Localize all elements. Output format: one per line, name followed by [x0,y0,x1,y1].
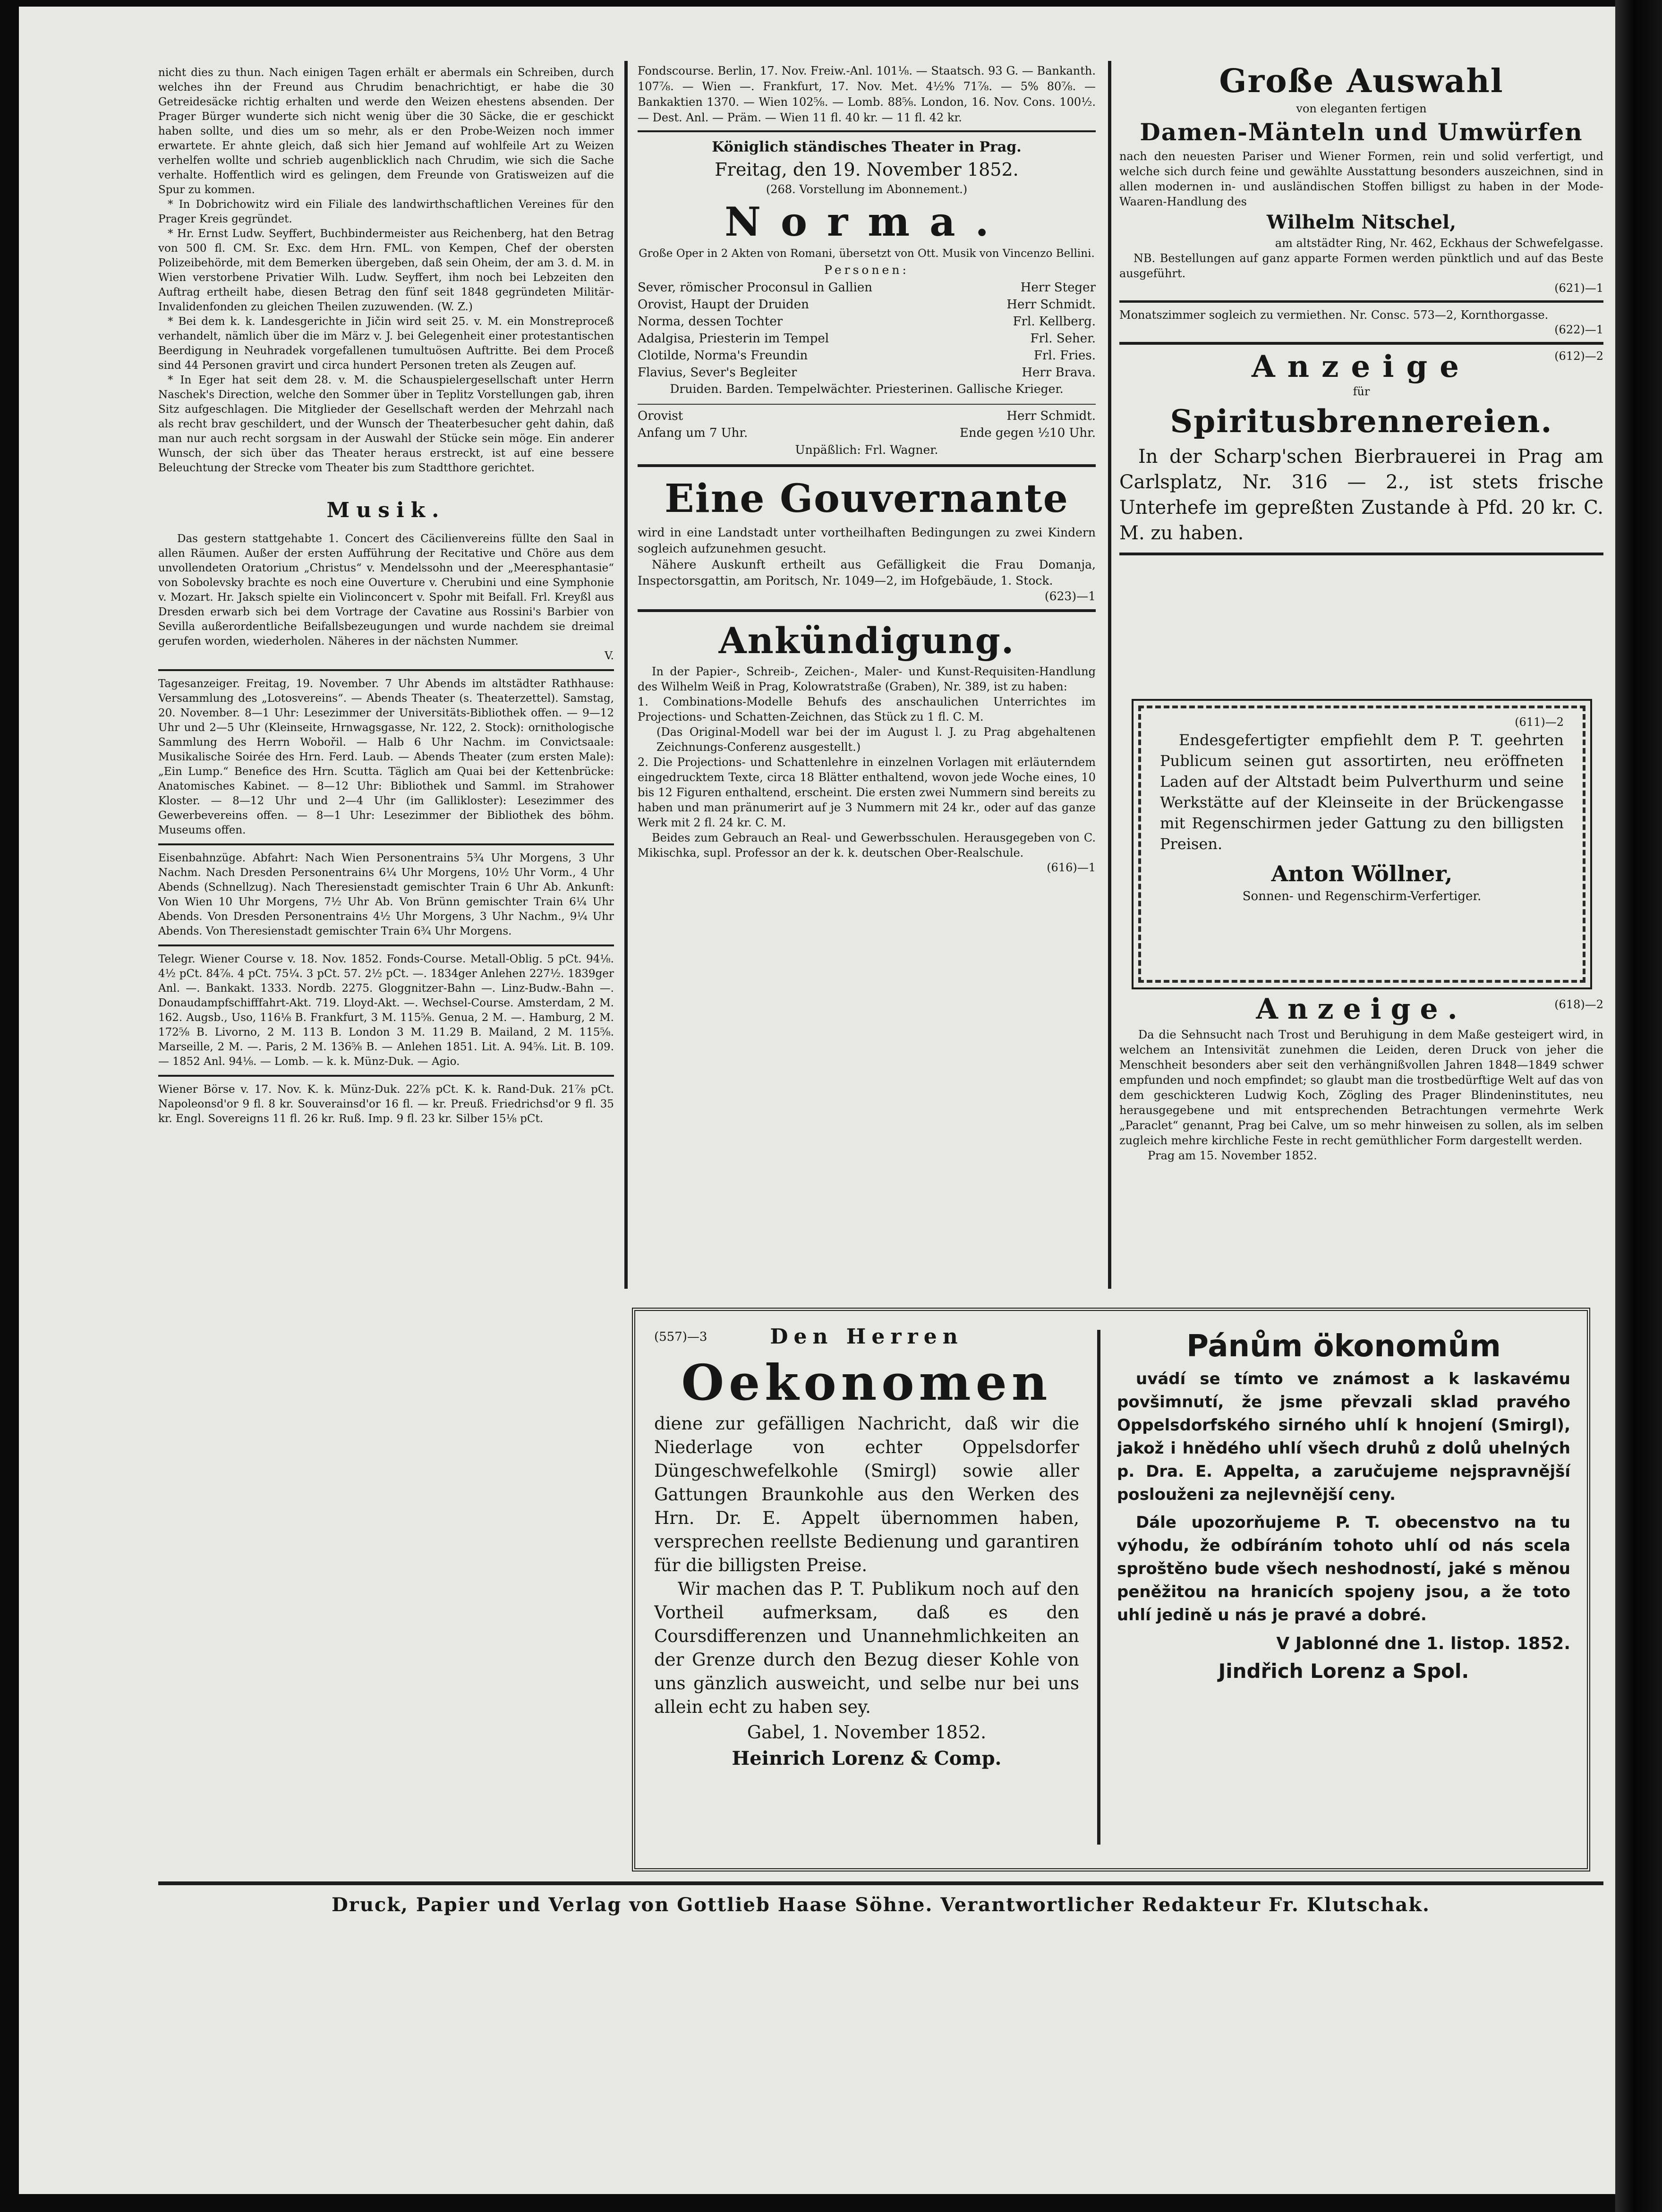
oekonomen-text-2: Wir machen das P. T. Publikum noch auf den Vortheil aufmerksam, daß es den Coursdifferenzen und Unannehmlichkeiten an der Grenze durch den Bezug dieser Kohle von uns gänzlich ausweicht, und selbe nur bei uns allein echt zu haben sey. [654,1579,1079,1717]
oekonomen-german [654,1320,1079,1854]
ankuendigung-title: Ankündigung. [718,620,1015,662]
cast-row: Flavius, Sever's Begleiter Herr Brava. [638,366,1096,380]
ad-number: (611)—2 [1515,715,1564,729]
cast-row: Sever, römischer Proconsul in Gallien Herr Steger [638,281,1096,295]
cast-row: Clotilde, Norma's Freundin Frl. Fries. [638,349,1096,363]
woellner-text: Endesgefertigter empfiehlt dem P. T. geehrten Publicum seinen gut assortirten, neu eröffneten Laden auf der Altstadt beim Pulverthurm und seine Werkstätte auf der Kleinseite in der Brückengasse mit Regenschirmen jeder Gattung zu den billigsten Preisen. [1160,731,1564,853]
fondscourse: Fondscourse. Berlin, 17. Nov. Freiw.-Anl. 101⅛. — Staatsch. 93 G. — Bankanth. 107⅞. — Wien —. Frankfurt, 17. Nov. Met. 4½% 71⅞. — 5% 80⅞. — Bankaktien 1370. — Wien 102⅝. — Lomb. 88⅝. London, 16. Nov. Cons. 100½. — Dest. Anl. — Präm. — Wien 11 fl. 40 kr. — 11 fl. 42 kr. [638,64,1096,124]
oekonomen-ad-box [632,1308,1590,1872]
oekonomen-head: Den Herren [770,1325,963,1349]
cast-row: Orovist Herr Schmidt. [638,404,1096,425]
anzeige-1-big: Spiritusbrennereien. [1170,403,1553,440]
section-rule [1119,300,1603,303]
woellner-subtitle: Sonnen- und Regenschirm-Verfertiger. [1242,889,1482,903]
tagesanzeiger: Tagesanzeiger. Freitag, 19. November. 7 Uhr Abends im altstädter Rathhause: Versammlung des „Lotosvereins“. — Abends Theater (s. Theaterzettel). Samstag, 20. November. 8—1 Uhr: Lesezimmer der Universitäts-Bibliothek offen. — 9—12 Uhr und 2—5 Uhr (Kleinseite, Hrnwagsgasse, Nr. 122, 2. Stock): ornithologische Sammlung des Herrn Wobořil. — Halb 6 Uhr Nachm. im Convictsaale: Musikalische Soirée des Hrn. Ferd. Laub. — Abends Theater (zum ersten Male): „Ein Lump.“ Benefice des Hrn. Scutta. Täglich am Quai bei der Kettenbrücke: Anatomisches Kabinet. — 8—12 Uhr: Bibliothek und Samml. im Strahower Kloster. — 8—12 Uhr und 2—4 Uhr (im Gallikloster): Lesezimmer des Gewerbevereins offen. — 8—1 Uhr: Lesezimmer der Bibliothek des böhm. Museums offen. [158,678,614,836]
column-rule [1108,61,1111,1289]
section-rule [158,944,614,946]
oekonomen-czech [1117,1325,1570,1854]
section-rule [158,669,614,671]
anzeige-2-date: Prag am 15. November 1852. [1148,1149,1317,1162]
opera-title: Norma. [724,198,1009,245]
gouvernante-text-2: Nähere Auskunft ertheilt aus Gefälligkeit die Frau Domanja, Inspectorsgattin, am Poritsch, Nr. 1049—2, im Hofgebäude, 1. Stock. [638,558,1096,587]
gouvernante-text: wird in eine Landstadt unter vortheilhaften Bedingungen zu zwei Kindern sogleich aufzunehmen gesucht. [638,526,1096,555]
auswahl-big: Damen-Mänteln und Umwürfen [1140,118,1583,146]
news-item: * Bei dem k. k. Landesgerichte in Jičin wird seit 25. v. M. ein Monstreproceß verhandelt, nämlich über die im März v. J. bei Gelegenheit einer protestantischen Beerdigung in Neuhradek vorgefallenen tumultuösen Auftritte. Bei dem Proceß sind 44 Personen gravirt und circa hundert Personen treten als Zeugen auf. [158,315,614,372]
woellner-name: Anton Wöllner, [1271,861,1453,886]
section-rule [638,609,1096,612]
ad-number: (557)—3 [654,1330,707,1344]
auswahl-subtitle: von eleganten fertigen [1296,102,1427,115]
oekonomen-date: Gabel, 1. November 1852. [747,1722,987,1743]
scan-edge [1615,0,1662,2212]
section-rule [1119,553,1603,555]
section-rule [158,843,614,845]
monatszimmer: Monatszimmer sogleich zu vermiethen. Nr. Consc. 573—2, Kornthorgasse. [1119,308,1549,322]
ad-number: (621)—1 [1554,281,1603,295]
section-rule [1119,342,1603,345]
oekonomen-firm: Heinrich Lorenz & Comp. [732,1747,1002,1770]
anzeige-2 [1119,991,1603,1303]
musik-text: Das gestern stattgehabte 1. Concert des Cäcilienvereins füllte den Saal in allen Räumen. Außer der ersten Aufführung der Recitative und Chöre aus dem unvollendeten Oratorium „Christus“ v. Mendelssohn und der „Meeresphantasie“ von Sobolevsky brachte es noch eine Ouverture v. Cherubini und eine Symphonie v. Mozart. Hr. Jaksch spielte ein Violinconcert v. Spohr mit Beifall. Frl. Kreyßl aus Dresden erwarb sich bei dem Vortrage der Cavatine aus Rossini's Barbier von Sevilla außerordentliche Beifallsbezeugungen und wurde nachdem sie dreimal gerufen worden, wiederholen. Näheres in der nächsten Nummer. [158,533,614,647]
cast-list [638,279,1096,381]
ankuendigung-item-1: 1. Combinations-Modelle Behufs des anschaulichen Unterrichtes im Projections- und Schatten-Zeichnen, das Stück zu 1 fl. C. M. [638,695,1096,723]
cast-row: Adalgisa, Priesterin im Tempel Frl. Seher. [638,332,1096,346]
ankuendigung-item-1b: (Das Original-Modell war bei der im August l. J. zu Prag abgehaltenen Zeichnungs-Conferenz ausgestellt.) [656,725,1096,754]
cast-row: Norma, dessen Tochter Frl. Kellberg. [638,315,1096,329]
auswahl-title: Große Auswahl [1219,62,1504,100]
box-divider [1097,1330,1100,1845]
oekonomen-text: diene zur gefälligen Nachricht, daß wir die Niederlage von echter Oppelsdorfer Düngeschwefelkohle (Smirgl) sowie aller Gattungen Braunkohle aus den Werken des Hrn. Dr. E. Appelt übernommen haben, versprechen reellste Bedienung und garantiren für die billigsten Preise. [654,1413,1079,1575]
cast-chorus: Druiden. Barden. Tempelwächter. Priesterinen. Gallische Krieger. [670,382,1064,396]
anzeige-2-title: Anzeige. [1256,993,1467,1026]
oekonomen-cz-firm: Jindřich Lorenz a Spol. [1218,1659,1469,1683]
ankuendigung-intro: In der Papier-, Schreib-, Zeichen-, Maler- und Kunst-Requisiten-Handlung des Wilhelm Weiß in Prag, Kolowratstraße (Graben), Nr. 389, ist zu haben: [638,665,1096,693]
opera-subtitle: Große Oper in 2 Akten von Romani, übersetzt von Ott. Musik von Vincenzo Bellini. [639,247,1095,260]
article-intro: nicht dies zu thun. Nach einigen Tagen erhält er abermals ein Schreiben, durch welches ihn der Freund aus Chrudim benachrichtigt, er habe die 30 Getreidesäcke richtig erhalten und werde den Weizen ehestens absenden. Der Prager Bürger wunderte sich nicht wenig über die 30 Säcke, die er geschickt haben sollte, und dies um so mehr, als er den Probe-Weizen noch immer erwartete. Er ahnte gleich, daß sich hier Jemand auf wohlfeile Art zu Weizen verhelfen wollte und schrieb augenblicklich nach Chrudim, wie sich die Sache verhalte. Hoffentlich wird es gelingen, dem Freunde von Gratisweizen auf die Spur zu kommen. [158,67,614,196]
anzeige-1-text: In der Scharp'schen Bierbrauerei in Prag am Carlsplatz, Nr. 316 — 2., ist stets frische Unterhefe im gepreßten Zustande à Pfd. 20 kr. C. M. zu haben. [1119,446,1603,544]
ad-number: (623)—1 [1044,589,1096,603]
anzeige-1-title: Anzeige [1251,349,1472,384]
telegr-course: Telegr. Wiener Course v. 18. Nov. 1852. Fonds-Course. Metall-Oblig. 5 pCt. 94⅛. 4½ pCt. 84⅞. 4 pCt. 75¼. 3 pCt. 57. 2½ pCt. —. 1834ger Anlehen 227½. 1839ger Anl. —. Bankakt. 1333. Nordb. 2275. Gloggnitzer-Bahn —. Linz-Budw.-Bahn —. Donaudampfschifffahrt-Akt. 719. Lloyd-Akt. —. Wechsel-Course. Amsterdam, 2 M. 162. Augsb., Uso, 116⅛ B. Frankfurt, 3 M. 115⅝. Genua, 2 M. —. Hamburg, 2 M. 172⅝ B. Livorno, 2 M. 113 B. London 3 M. 11.29 B. Mailand, 2 M. 115⅝. Marseille, 2 M. —. Paris, 2 M. 136⅝ B. — Anlehen 1851. Lit. A. 94⅝. Lit. B. 109. — 1852 Anl. 94⅛. — Lomb. — k. k. Münz-Duk. — Agio. [158,953,614,1068]
ad-number: (622)—1 [1554,323,1603,336]
cast-row: Orovist, Haupt der Druiden Herr Schmidt. [638,298,1096,312]
column-1 [158,66,614,1841]
newspaper-page [19,7,1615,2194]
oekonomen-cz-title: Pánům ökonomům [1186,1329,1501,1364]
personen-label: Personen: [824,263,909,277]
oekonomen-header [654,1320,1079,1353]
oekonomen-cz-text: uvádí se tímto ve známost a k laskavému povšimnutí, že jsme převzali sklad pravého Oppelsdorfského sirného uhlí k hnojení (Smirgl), jakož i hnědého uhlí všech druhů z dolů uhelných p. Dra. E. Appelta, a zaručujeme nejspravnější poslouženi za nejlevnější ceny. [1117,1370,1570,1504]
eisenbahnzuege: Eisenbahnzüge. Abfahrt: Nach Wien Personentrains 5¾ Uhr Morgens, 3 Uhr Nachm. Nach Dresden Personentrains 6¼ Uhr Morgens, 10½ Uhr Vorm., 4 Uhr Abends (Schnellzug). Nach Theresienstadt gemischter Train 6 Uhr Ab. Ankunft: Von Wien 10 Uhr Morgens, 7½ Uhr Ab. Von Brünn gemischter Train 6¼ Uhr Abends. Von Dresden Personentrains 4½ Uhr Morgens, 3 Uhr Nachm., 9¼ Uhr Abends. Von Theresienstadt gemischter Train 6¾ Uhr Morgens. [158,852,614,937]
imprint-footer: Druck, Papier und Verlag von Gottlieb Haase Söhne. Verantwortlicher Redakteur Fr. Klutschak. [332,1894,1430,1916]
news-item: * In Dobrichowitz wird ein Filiale des landwirthschaftlichen Vereines für den Prager Kreis gegründet. [158,198,614,225]
auswahl-name: Wilhelm Nitschel, [1266,211,1457,233]
section-rule [638,130,1096,132]
theater-vorstellung: (268. Vorstellung im Abonnement.) [766,183,968,196]
ankuendigung-item-3: Beides zum Gebrauch an Real- und Gewerbsschulen. Herausgegeben von C. Mikischka, supl. Professor an der k. k. deutschen Ober-Realschule. [638,831,1096,859]
times-row: Anfang um 7 Uhr. Ende gegen ½10 Uhr. [638,426,1096,440]
theater-heading: Königlich ständisches Theater in Prag. [712,139,1022,155]
auswahl-address: am altstädter Ring, Nr. 462, Eckhaus der Schwefelgasse. [1275,237,1603,250]
section-rule [638,464,1096,467]
section-rule [158,1075,614,1077]
column-2 [638,63,1096,1286]
unpaesslich: Unpäßlich: Frl. Wagner. [795,443,938,457]
woellner-ad-box [1138,706,1585,983]
anzeige-2-header [1119,991,1603,1027]
news-item: * Hr. Ernst Ludw. Seyffert, Buchbindermeister aus Reichenberg, hat den Betrag von 500 fl. CM. Sr. Exc. dem Hrn. FML. von Kempen, Chef der obersten Polizeibehörde, mit dem Bemerken übergeben, daß sein Oheim, der am 3. d. M. in Wien verstorbene Privatier Wilh. Ludw. Seyffert, ihm noch bei Lebzeiten den Auftrag ertheilt habe, diesen Betrag den fünf seit 1848 gegründeten Militär-Invalidenfonden zu gleichen Theilen zuzuwenden. (W. Z.) [158,228,614,313]
oekonomen-cz-text-2: Dále upozorňujeme P. T. obecenstvo na tu výhodu, že odbíráním tohoto uhlí od nás scela sproštěno bude všech neshodností, jaké s měnou peněžitou na hranicích spojeny jsou, a že toto uhlí jedině u nás je pravé a dobré. [1117,1513,1570,1625]
theater-date: Freitag, den 19. November 1852. [715,159,1019,180]
gouvernante-title: Eine Gouvernante [665,476,1069,521]
anzeige-1-fuer: für [1353,385,1370,398]
oekonomen-title: Oekonomen [681,1353,1052,1412]
musik-heading: Musik. [326,498,446,522]
ad-number: (618)—2 [1554,998,1603,1011]
auswahl-nb: NB. Bestellungen auf ganz apparte Formen werden pünktlich und auf das Beste ausgeführt. [1119,252,1603,280]
musik-signature: V. [605,650,614,662]
column-rule [624,61,628,1289]
anzeige-1-header [1119,349,1603,384]
news-item: * In Eger hat seit dem 28. v. M. die Schauspielergesellschaft unter Herrn Naschek's Direction, welche den Sommer über in Teplitz Vorstellungen gab, ihren Sitz aufgeschlagen. Die Mitglieder der Gesellschaft werden der Mehrzahl nach als recht brav geschildert, und der Wunsch der Theaterbesucher geht dahin, daß man nur auch recht sorgsam in der Auswahl der Stücke sein möge. Ein anderer Wunsch, der sich über das Theater heraus erstreckt, ist auf eine bessere Beleuchtung der Strecke vom Theater bis zum Stadtthore gerichtet. [158,374,614,474]
wiener-boerse: Wiener Börse v. 17. Nov. K. k. Münz-Duk. 22⅞ pCt. K. k. Rand-Duk. 21⅞ pCt. Napoleonsd'or 9 fl. 8 kr. Souverainsd'or 16 fl. — kr. Preuß. Friedrichsd'or 9 fl. 35 kr. Engl. Sovereigns 11 fl. 26 kr. Ruß. Imp. 9 fl. 23 kr. Silber 15⅛ pCt. [158,1083,614,1125]
anzeige-2-text: Da die Sehnsucht nach Trost und Beruhigung in dem Maße gesteigert wird, in welchem an Intensivität zunehmen die Leiden, deren Druck von jeher die Menschheit besonders aber seit den verhängnißvollen Jahren 1848—1849 schwer empfunden und noch empfindet; so glaubt man die trostbedürftige Welt auf das von dem geschickteren Ludwig Koch, Zögling des Prager Blindeninstitutes, neu herausgegebene und mit entsprechenden Betrachtungen vermehrte Werk „Paraclet“ genannt, Prag bei Calve, um so mehr hinweisen zu sollen, als im selben zugleich mehre kirchliche Feste in recht gemüthlicher Form dargestellt werden. [1119,1028,1603,1147]
ankuendigung-item-2: 2. Die Projections- und Schattenlehre in einzelnen Vorlagen mit erläuterndem eingedrucktem Texte, circa 18 Blätter enthaltend, wovon jede Woche eines, 10 bis 12 Figuren enthaltend, erscheint. Die ersten zwei Nummern sind bereits zu haben und man pränumerirt auf je 3 Nummern mit 24 kr., oder auf das ganze Werk mit 2 fl. 24 kr. C. M. [638,756,1096,829]
oekonomen-cz-date: V Jablonné dne 1. listop. 1852. [1276,1634,1570,1653]
footer-rule [158,1881,1603,1885]
auswahl-text: nach den neuesten Pariser und Wiener Formen, rein und solid verfertigt, und welche sich durch feine und gewählte Ausstattung besonders auszeichnen, sind in allen modernen in- und ausländischen Stoffen billigst zu haben in der Mode-Waaren-Handlung des [1119,150,1603,208]
ad-number: (612)—2 [1554,349,1603,363]
ad-number: (616)—1 [1047,861,1096,874]
